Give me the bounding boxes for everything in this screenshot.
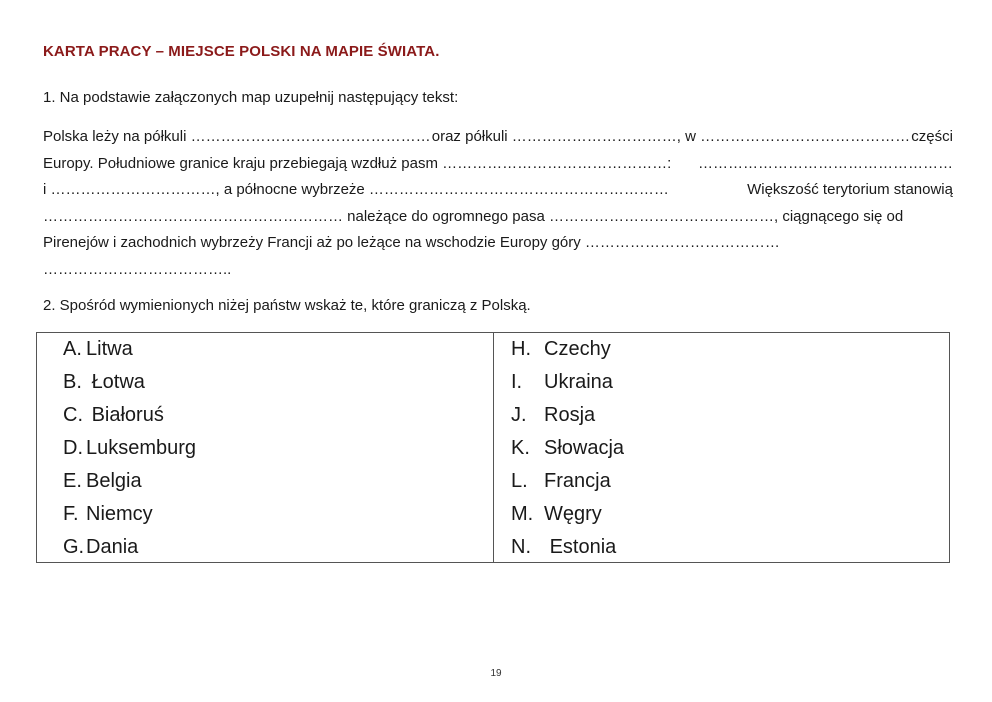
option-label: Węgry bbox=[544, 503, 602, 525]
line-1-part-3: części bbox=[911, 128, 953, 145]
paragraph-line-3 bbox=[43, 177, 953, 204]
line-3-part-1: i ……………………………, a północne wybrzeże …………………………………………………… bbox=[43, 181, 669, 198]
option-label: Belgia bbox=[86, 470, 142, 492]
option-letter: A. bbox=[63, 338, 82, 360]
paragraph-line-5: Pirenejów i zachodnich wybrzeży Francji aż po leżące na wschodzie Europy góry ………………………………… bbox=[43, 234, 780, 251]
line-2-part-1: Europy. Południowe granice kraju przebiegają wzdłuż pasm ………………………………………: bbox=[43, 154, 672, 172]
option-label: Rosja bbox=[544, 404, 596, 426]
option-b[interactable] bbox=[63, 366, 145, 399]
option-label: Słowacja bbox=[544, 437, 625, 459]
option-label: Francja bbox=[544, 470, 611, 492]
question-1: 1. Na podstawie załączonych map uzupełnij następujący tekst: bbox=[43, 89, 459, 106]
option-letter: M. bbox=[511, 503, 534, 525]
option-label: Niemcy bbox=[86, 503, 153, 525]
option-j[interactable] bbox=[511, 399, 595, 432]
option-i[interactable] bbox=[511, 366, 613, 399]
option-k[interactable] bbox=[511, 432, 624, 465]
option-label: Luksemburg bbox=[86, 437, 197, 459]
paragraph-line-6: ……………………………….. bbox=[43, 260, 232, 278]
option-label: Ukraina bbox=[544, 371, 613, 393]
paragraph-line-1 bbox=[43, 124, 953, 151]
option-label: Estonia bbox=[549, 536, 617, 558]
options-table bbox=[36, 332, 950, 563]
question-2: 2. Spośród wymienionych niżej państw wskaż te, które graniczą z Polską. bbox=[43, 297, 531, 314]
option-c[interactable] bbox=[63, 399, 164, 432]
option-label: Dania bbox=[86, 536, 139, 558]
paragraph-line-2 bbox=[43, 151, 953, 178]
option-f[interactable] bbox=[63, 498, 153, 531]
option-l[interactable] bbox=[511, 465, 611, 498]
option-e[interactable] bbox=[63, 465, 142, 498]
option-letter: L. bbox=[511, 470, 528, 492]
option-letter: E. bbox=[63, 470, 82, 492]
option-label: Litwa bbox=[86, 338, 133, 360]
option-letter: K. bbox=[511, 437, 530, 459]
options-column-right bbox=[494, 333, 949, 562]
option-label: Czechy bbox=[544, 338, 611, 360]
paragraph-line-4: …………………………………………………… należące do ogromnego pasa ………………………………………, ciągnącego się od bbox=[43, 207, 904, 225]
line-2-part-2: …………………………………………… bbox=[698, 154, 953, 172]
option-a[interactable] bbox=[63, 333, 133, 366]
option-n[interactable] bbox=[511, 531, 616, 564]
options-column-left bbox=[37, 333, 494, 562]
option-label: Białoruś bbox=[91, 404, 164, 426]
option-letter: D. bbox=[63, 437, 83, 459]
option-letter: H. bbox=[511, 338, 531, 360]
option-m[interactable] bbox=[511, 498, 602, 531]
option-letter: B. bbox=[63, 371, 82, 393]
option-letter: G. bbox=[63, 536, 85, 558]
option-letter: F. bbox=[63, 503, 79, 525]
fill-in-paragraph bbox=[43, 124, 953, 283]
line-1-part-2: oraz półkuli ……………………………, w …………………………………… bbox=[431, 128, 911, 145]
line-3-part-2: Większość terytorium stanowią bbox=[747, 181, 953, 198]
option-h[interactable] bbox=[511, 333, 611, 366]
page-number: 19 bbox=[490, 668, 502, 679]
line-1-part-1: Polska leży na półkuli ………………………………………… bbox=[43, 128, 431, 145]
option-letter: N. bbox=[511, 536, 531, 558]
option-letter: J. bbox=[511, 404, 527, 426]
option-letter: I. bbox=[511, 371, 523, 393]
option-g[interactable] bbox=[63, 531, 138, 564]
option-letter: C. bbox=[63, 404, 83, 426]
option-label: Łotwa bbox=[91, 371, 145, 393]
option-d[interactable] bbox=[63, 432, 196, 465]
page-title: KARTA PRACY – MIEJSCE POLSKI NA MAPIE ŚWIATA. bbox=[43, 43, 440, 60]
